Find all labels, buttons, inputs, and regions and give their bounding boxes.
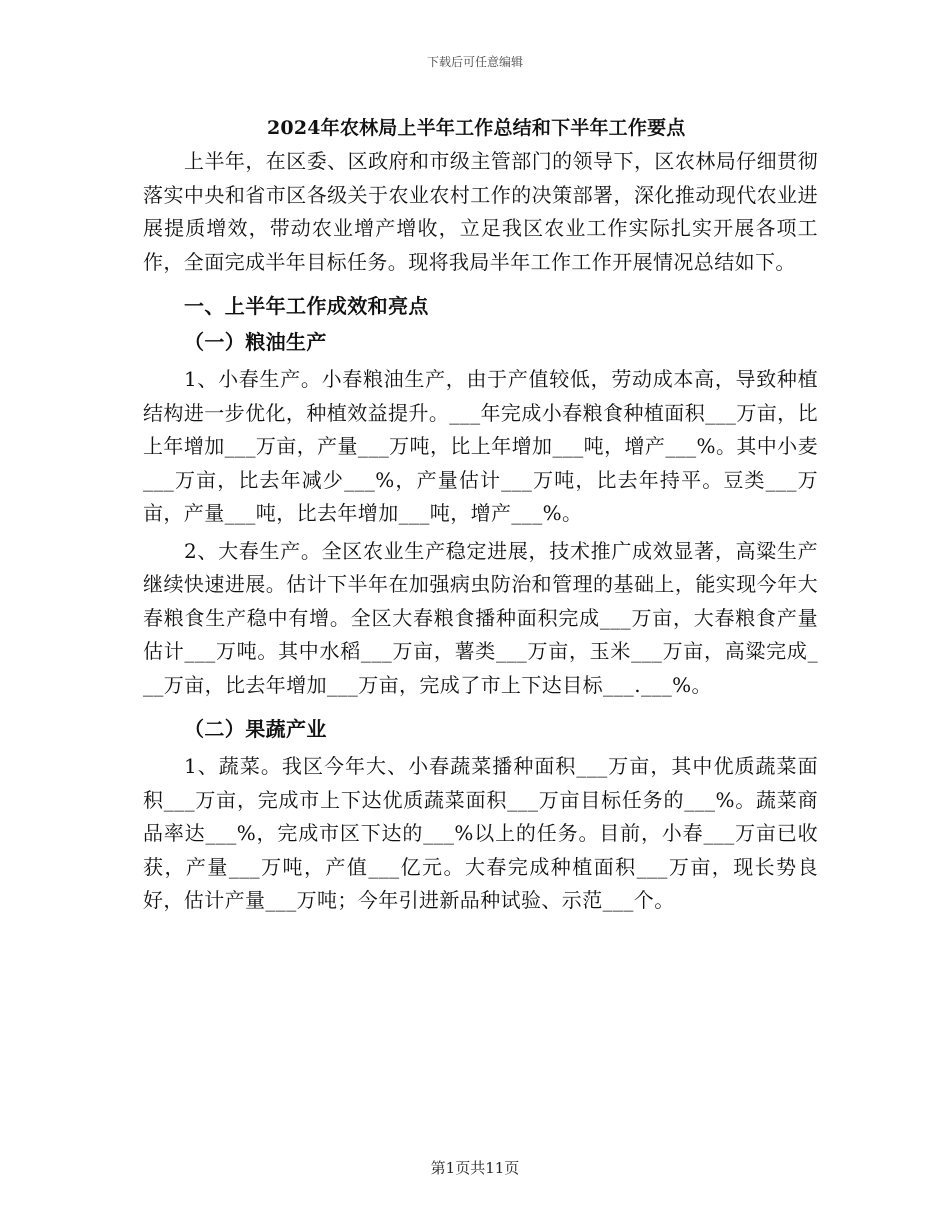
page-header-note: 下载后可任意编辑 [426, 55, 523, 69]
document-body [143, 113, 818, 918]
section-heading-first-half-results: 一、上半年工作成效和亮点 [184, 294, 429, 318]
paragraph-small-spring-production: 1、小春生产。小春粮油生产，由于产值较低，劳动成本高，导致种植结构进一步优化，种植效益提升。___年完成小春粮食种植面积___万亩，比上年增加___万亩，产量___万吨，比上年增加___吨，增产___%。其中小麦___万亩，比去年减少___%，产量估计___万吨，比去年持平。豆类___万亩，产量___吨，比去年增加___吨，增产___%。 [143, 367, 818, 525]
paragraph-vegetables: 1、蔬菜。我区今年大、小春蔬菜播种面积___万亩，其中优质蔬菜面积___万亩，完成市上下达优质蔬菜面积___万亩目标任务的___%。蔬菜商品率达___%，完成市区下达的___%以上的任务。目前，小春___万亩已收获，产量___万吨，产值___亿元。大春完成种植面积___万亩，现长势良好，估计产量___万吨；今年引进新品种试验、示范___个。 [143, 754, 818, 912]
intro-paragraph: 上半年，在区委、区政府和市级主管部门的领导下，区农林局仔细贯彻落实中央和省市区各级关于农业农村工作的决策部署，深化推动现代农业进展提质增效，带动农业增产增收，立足我区农业工作实际扎实开展各项工作，全面完成半年目标任务。现将我局半年工作工作开展情况总结如下。 [143, 149, 818, 274]
paragraph-big-spring-production: 2、大春生产。全区农业生产稳定进展，技术推广成效显著，高粱生产继续快速进展。估计下半年在加强病虫防治和管理的基础上，能实现今年大春粮食生产稳中有增。全区大春粮食播种面积完成___万亩，大春粮食产量估计___万吨。其中水稻___万亩，薯类___万亩，玉米___万亩，高粱完成___万亩，比去年增加___万亩，完成了市上下达目标___.___%。 [143, 538, 818, 697]
subheading-fruit-vegetable-industry: （二）果蔬产业 [184, 717, 327, 741]
page-number: 第1页共11页 [430, 1159, 520, 1177]
document-title: 2024年农林局上半年工作总结和下半年工作要点 [267, 117, 686, 139]
subheading-grain-oil-production: （一）粮油生产 [184, 330, 327, 354]
